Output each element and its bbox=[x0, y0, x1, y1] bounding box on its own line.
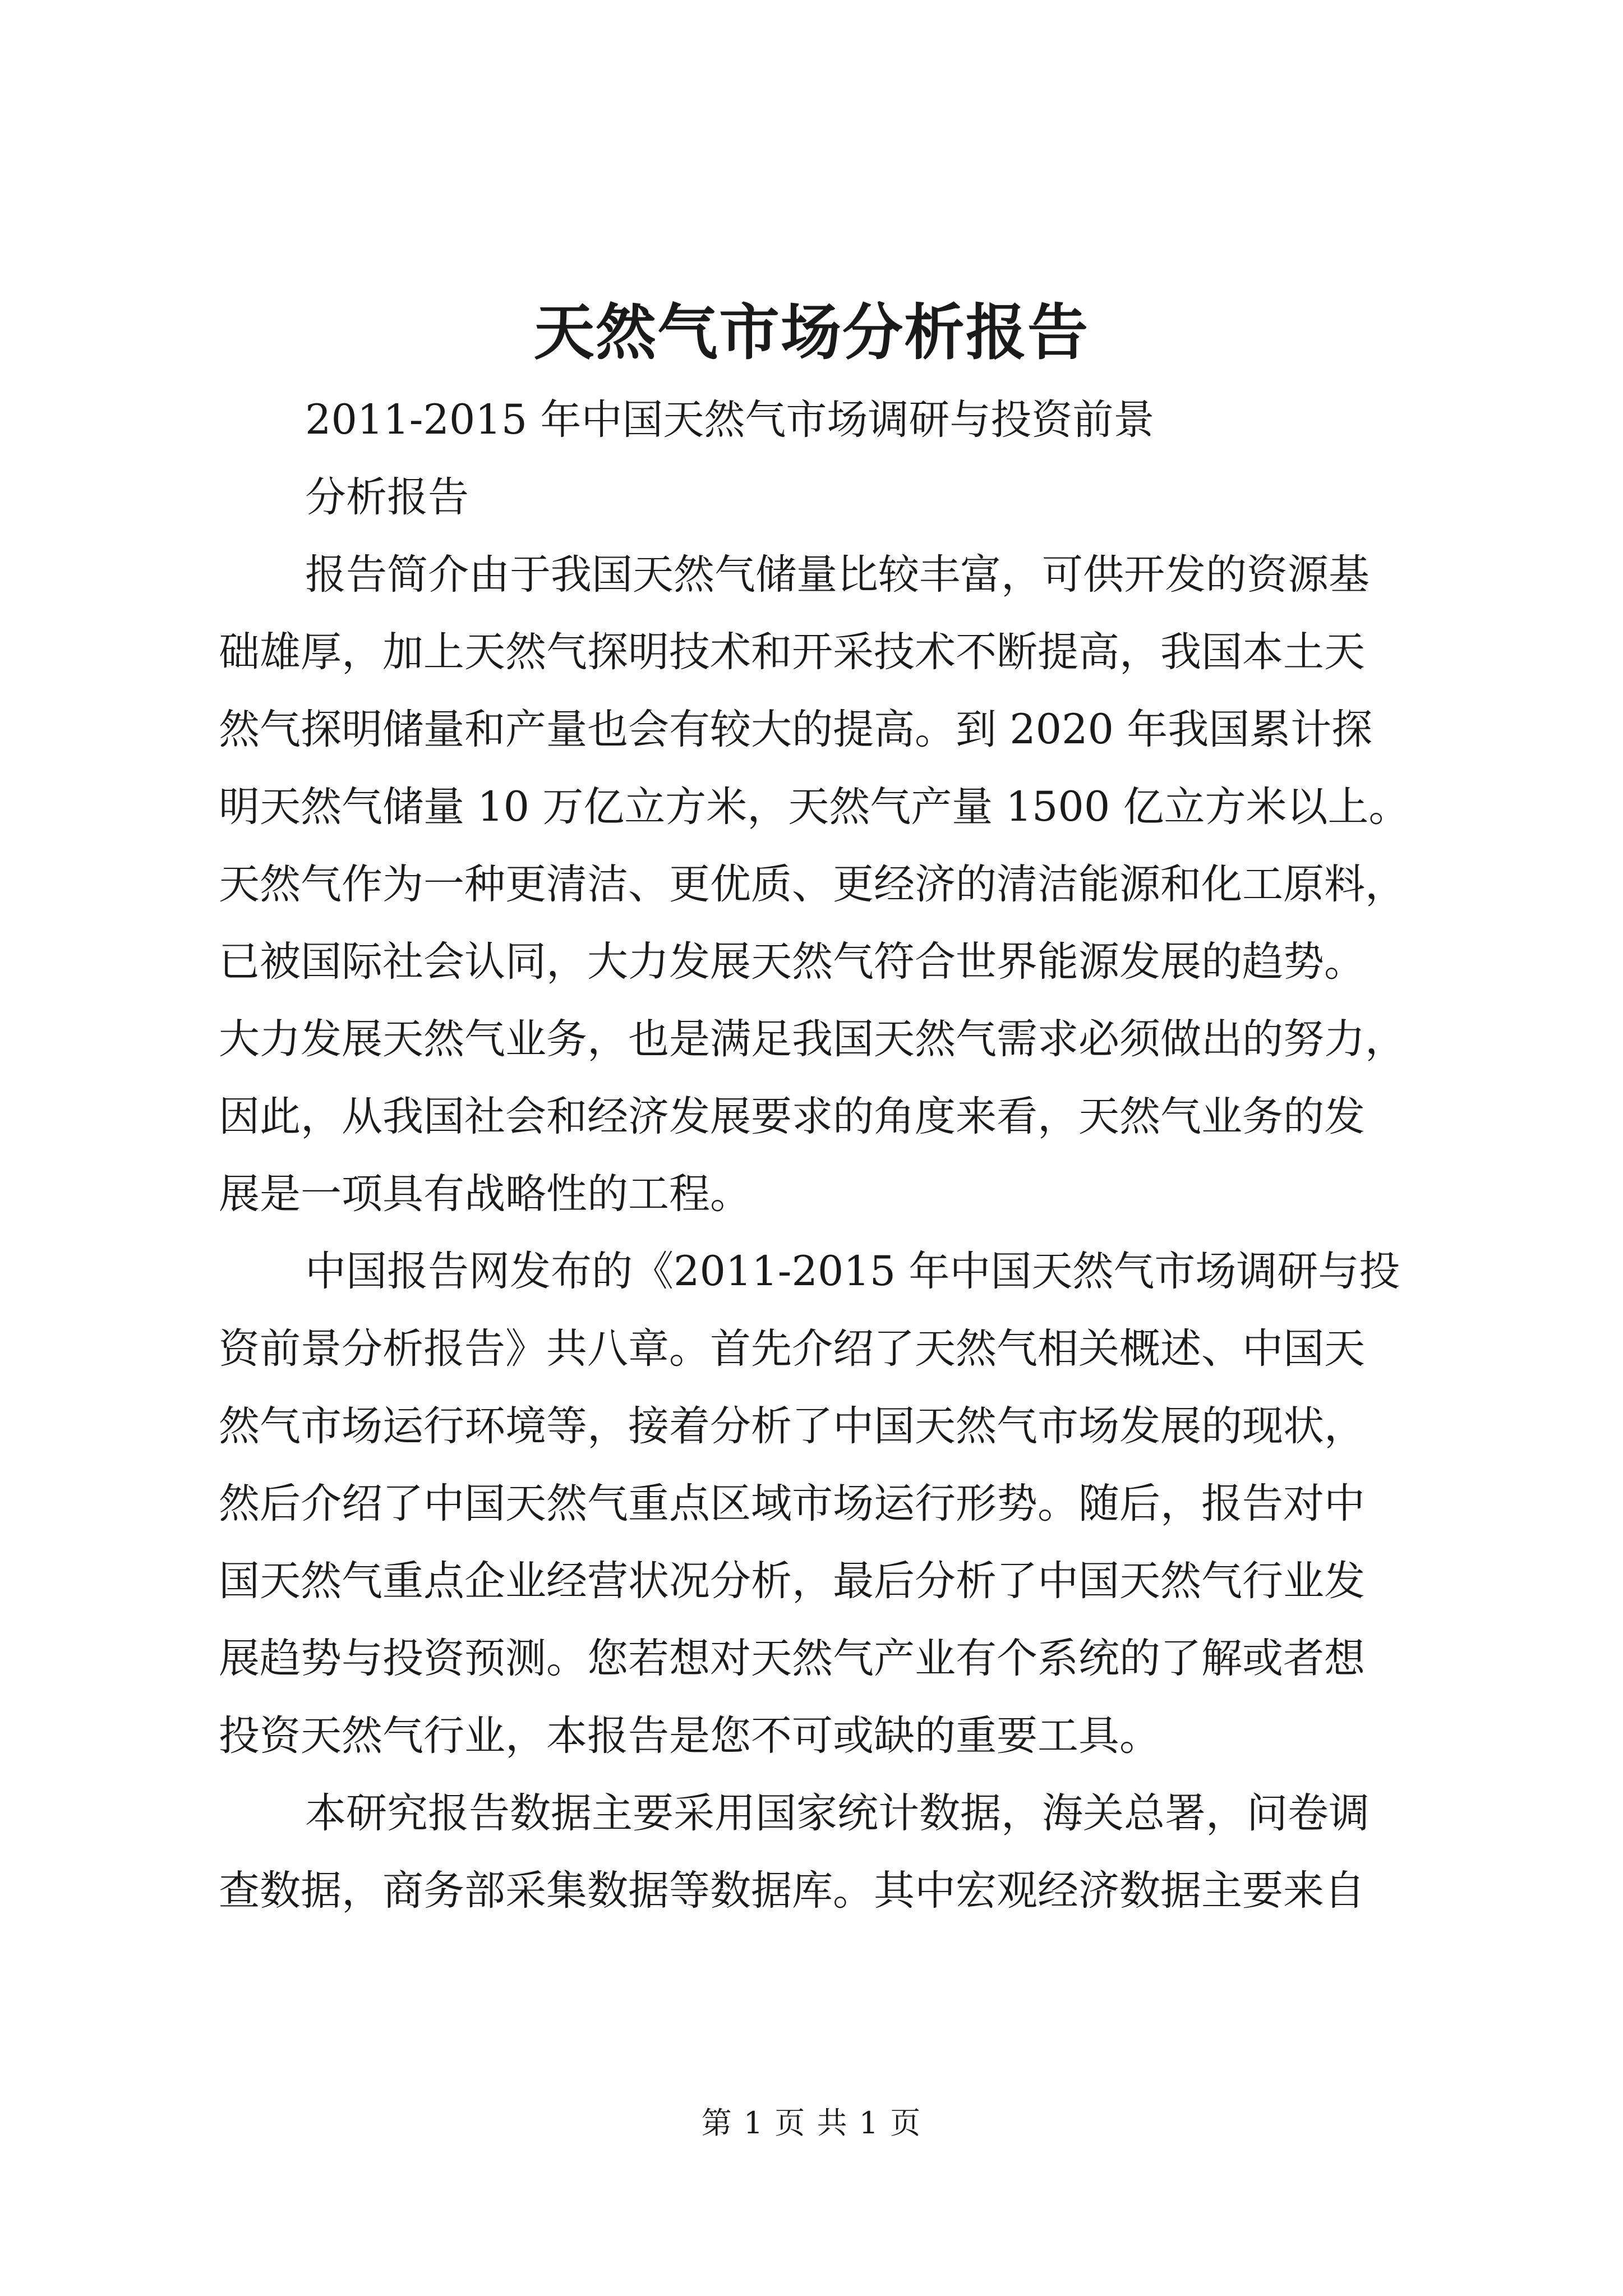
page-footer: 第 1 页 共 1 页 bbox=[701, 2105, 922, 2141]
text-line: 展趋势与投资预测。您若想对天然气产业有个系统的了解或者想 bbox=[219, 1635, 1365, 1682]
text-line: 然气探明储量和产量也会有较大的提高。到 2020 年我国累计探 bbox=[219, 706, 1373, 753]
text-line: 国天然气重点企业经营状况分析，最后分析了中国天然气行业发 bbox=[219, 1557, 1365, 1605]
text-line: 已被国际社会认同，大力发展天然气符合世界能源发展的趋势。 bbox=[219, 938, 1365, 986]
text-line: 然气市场运行环境等，接着分析了中国天然气市场发展的现状， bbox=[219, 1402, 1365, 1450]
page-title: 天然气市场分析报告 bbox=[533, 297, 1089, 368]
paragraph-report-overview bbox=[219, 1233, 1424, 1775]
paragraph-data-sources bbox=[219, 1775, 1424, 1930]
text-line: 查数据，商务部采集数据等数据库。其中宏观经济数据主要来自 bbox=[219, 1867, 1365, 1915]
text-line: 本研究报告数据主要采用国家统计数据，海关总署，问卷调 bbox=[305, 1789, 1370, 1837]
paragraph-intro bbox=[219, 536, 1424, 1233]
text-line: 分析报告 bbox=[305, 473, 469, 521]
subtitle-line-1 bbox=[219, 381, 1424, 459]
text-line: 因此，从我国社会和经济发展要求的角度来看，天然气业务的发 bbox=[219, 1093, 1365, 1140]
subtitle-line-2 bbox=[219, 459, 1424, 536]
text-line: 投资天然气行业，本报告是您不可或缺的重要工具。 bbox=[219, 1712, 1160, 1760]
text-line: 然后介绍了中国天然气重点区域市场运行形势。随后，报告对中 bbox=[219, 1480, 1365, 1527]
text-line: 大力发展天然气业务，也是满足我国天然气需求必须做出的努力， bbox=[219, 1015, 1406, 1063]
text-line: 资前景分析报告》共八章。首先介绍了天然气相关概述、中国天 bbox=[219, 1325, 1365, 1373]
text-line: 中国报告网发布的《2011-2015 年中国天然气市场调研与投 bbox=[305, 1248, 1400, 1295]
text-line: 2011-2015 年中国天然气市场调研与投资前景 bbox=[305, 396, 1155, 444]
text-line: 础雄厚，加上天然气探明技术和开采技术不断提高，我国本土天 bbox=[219, 628, 1365, 676]
text-line: 报告简介由于我国天然气储量比较丰富，可供开发的资源基 bbox=[305, 551, 1370, 599]
text-line: 明天然气储量 10 万亿立方米，天然气产量 1500 亿立方米以上。 bbox=[219, 783, 1410, 831]
text-line: 展是一项具有战略性的工程。 bbox=[219, 1170, 751, 1218]
text-line: 天然气作为一种更清洁、更优质、更经济的清洁能源和化工原料， bbox=[219, 861, 1406, 908]
document-body bbox=[219, 381, 1424, 1930]
